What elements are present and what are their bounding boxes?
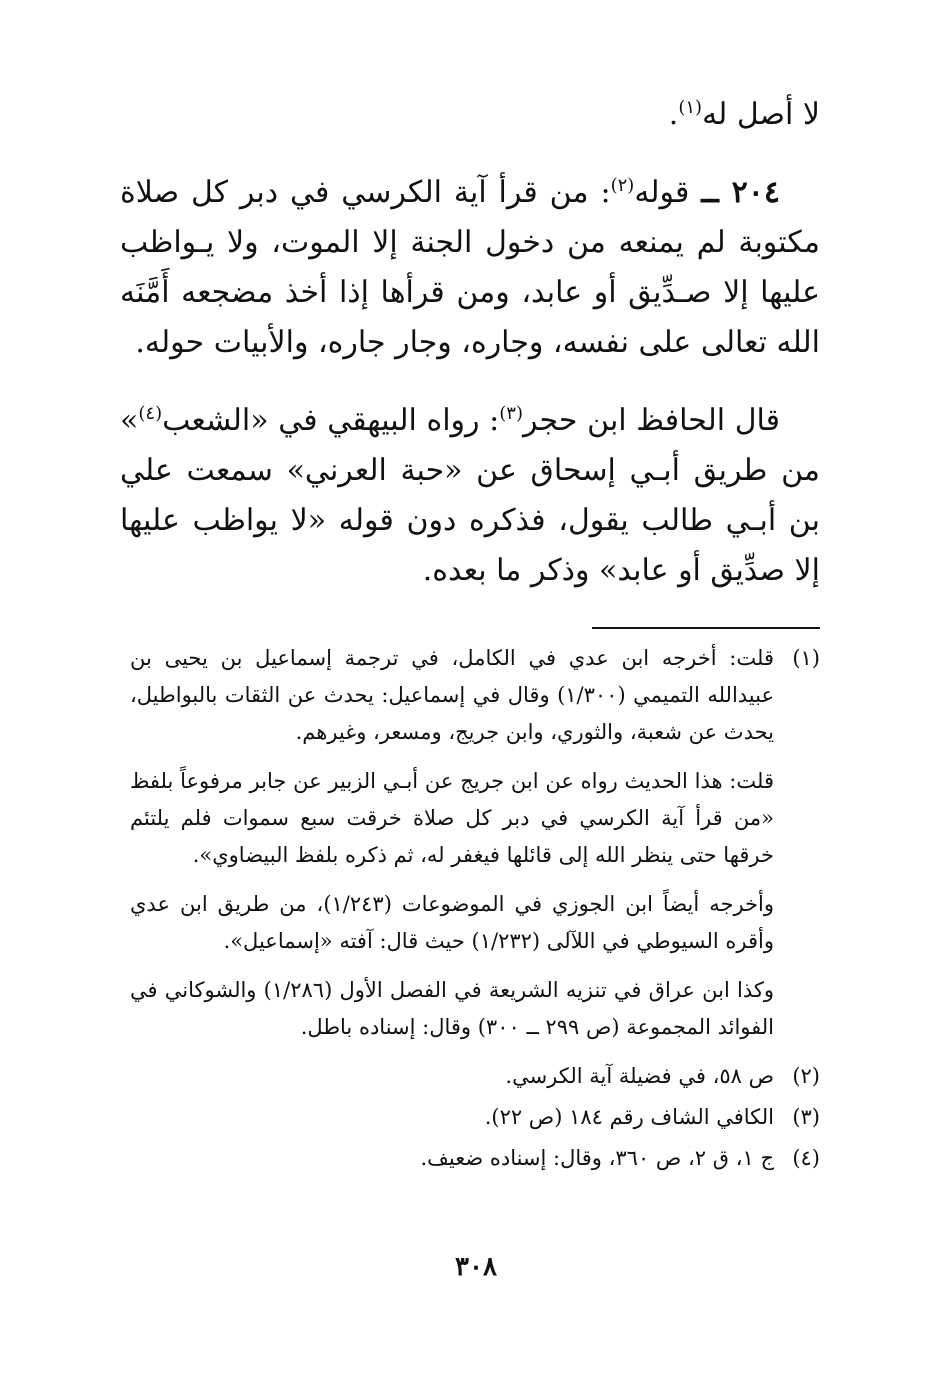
- hadith-text: : من قرأ آية الكرسي في دبر كل صلاة مكتوبة لم يمنعه من دخول الجنة إلا الموت، ولا يـواظب عليها إلا صـدِّيق أو عابد، ومن قرأها إذا أخذ مضجعه أَمَّنَه الله تعالى على نفسه، وجاره، وجار جاره، والأبيات حوله.: [120, 175, 820, 360]
- hadith-intro: قوله: [634, 175, 702, 210]
- text-line-one: لا أصل له: [702, 97, 820, 132]
- page-number: ٣٠٨: [455, 1252, 497, 1282]
- footnote-ref-3: (٣): [499, 403, 523, 424]
- paragraph-ibn-hajar: [120, 396, 820, 596]
- footnote-1-paragraph-2: قلت: هذا الحديث رواه عن ابن جريج عن أبـي الزبير عن جابر مرفوعاً بلفظ «من قرأ آية الكرسي في دبر كل صلاة خرقت سبع سموات فلم يلتئم خرقها حتى ينظر الله إلى قائلها فيغفر له، ثم ذكره بلفظ البيضاوي».: [130, 769, 774, 867]
- footnote-1-label: (١): [792, 646, 820, 670]
- footnote-separator: [592, 627, 820, 629]
- footnotes: [130, 640, 820, 1181]
- comment-part-b: : رواه البيهقي في «الشعب: [162, 403, 500, 438]
- hadith-number: ٢٠٤ ــ: [701, 175, 780, 210]
- footnote-2-label: (٢): [792, 1064, 820, 1088]
- footnote-2: [130, 1058, 820, 1095]
- footnote-1-paragraph-4: وكذا ابن عراق في تنزيه الشريعة في الفصل الأول (١/٢٨٦) والشوكاني في الفوائد المجموعة (ص ٢٩٩ ــ ٣٠٠) وقال: إسناده باطل.: [130, 978, 774, 1039]
- footnote-2-text: ص ٥٨، في فضيلة آية الكرسي.: [505, 1064, 774, 1088]
- footnote-1-text: قلت: أخرجه ابن عدي في الكامل، في ترجمة إسماعيل بن يحيى بن عبيدالله التميمي (١/٣٠٠) وقال في إسماعيل: يحدث عن الثقات بالبواطيل، يحدث عن شعبة، والثوري، وابن جريج، ومسعر، وغيرهم.: [130, 646, 774, 744]
- footnote-ref-1: (١): [678, 97, 703, 118]
- paragraph-no-origin: [120, 90, 820, 140]
- footnote-ref-2: (٢): [610, 175, 635, 196]
- main-text: [120, 90, 820, 624]
- footnote-4-text: ج ١، ق ٢، ص ٣٦٠، وقال: إسناده ضعيف.: [420, 1146, 774, 1170]
- comment-part-a: قال الحافظ ابن حجر: [523, 403, 780, 438]
- footnote-3-text: الكافي الشاف رقم ١٨٤ (ص ٢٢).: [484, 1105, 774, 1129]
- footnote-1: [130, 640, 820, 751]
- footnote-4: [130, 1140, 820, 1177]
- footnote-4-label: (٤): [792, 1146, 820, 1170]
- comment-part-c: » من طريق أبـي إسحاق عن «حبة العرني» سمعت علي بن أبـي طالب يقول، فذكره دون قوله «لا يواظب عليها إلا صدِّيق أو عابد» وذكر ما بعده.: [120, 403, 820, 588]
- footnote-1-paragraph-3: وأخرجه أيضاً ابن الجوزي في الموضوعات (١/٢٤٣)، من طريق ابن عدي وأقره السيوطي في اللآلى (١/٢٣٢) حيث قال: آفته «إسماعيل».: [130, 892, 774, 953]
- footnote-3: [130, 1099, 820, 1136]
- footnote-ref-4: (٤): [138, 403, 163, 424]
- paragraph-hadith-204: [120, 168, 820, 368]
- text-period: .: [668, 97, 679, 132]
- footnote-3-label: (٣): [792, 1105, 820, 1129]
